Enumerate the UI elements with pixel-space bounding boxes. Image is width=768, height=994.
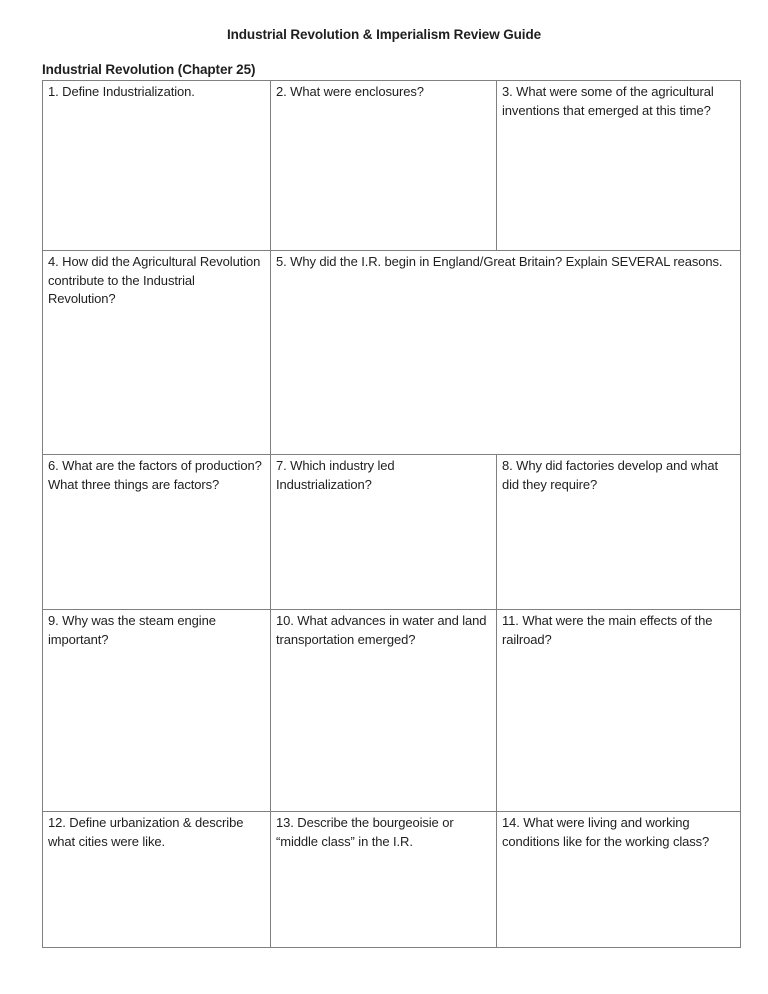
table-row: [43, 610, 741, 812]
question-cell-12: 12. Define urbanization & describe what cities were like.: [43, 812, 271, 948]
table-row: [43, 251, 741, 455]
question-cell-7: 7. Which industry led Industrialization?: [271, 455, 497, 610]
question-cell-2: 2. What were enclosures?: [271, 81, 497, 251]
question-cell-11: 11. What were the main effects of the railroad?: [497, 610, 741, 812]
table-row: [43, 81, 741, 251]
question-cell-8: 8. Why did factories develop and what did they require?: [497, 455, 741, 610]
table-row: [43, 455, 741, 610]
question-cell-9: 9. Why was the steam engine important?: [43, 610, 271, 812]
table-row: [43, 812, 741, 948]
document-title: Industrial Revolution & Imperialism Review Guide: [226, 27, 542, 42]
question-cell-4: 4. How did the Agricultural Revolution contribute to the Industrial Revolution?: [43, 251, 271, 455]
question-cell-10: 10. What advances in water and land transportation emerged?: [271, 610, 497, 812]
section-heading: Industrial Revolution (Chapter 25): [42, 61, 256, 77]
question-cell-1: 1. Define Industrialization.: [43, 81, 271, 251]
question-cell-5: 5. Why did the I.R. begin in England/Great Britain? Explain SEVERAL reasons.: [271, 251, 741, 455]
review-question-table: [42, 80, 741, 948]
question-cell-13: 13. Describe the bourgeoisie or “middle class” in the I.R.: [271, 812, 497, 948]
question-cell-3: 3. What were some of the agricultural inventions that emerged at this time?: [497, 81, 741, 251]
question-cell-14: 14. What were living and working conditions like for the working class?: [497, 812, 741, 948]
question-cell-6: 6. What are the factors of production? What three things are factors?: [43, 455, 271, 610]
